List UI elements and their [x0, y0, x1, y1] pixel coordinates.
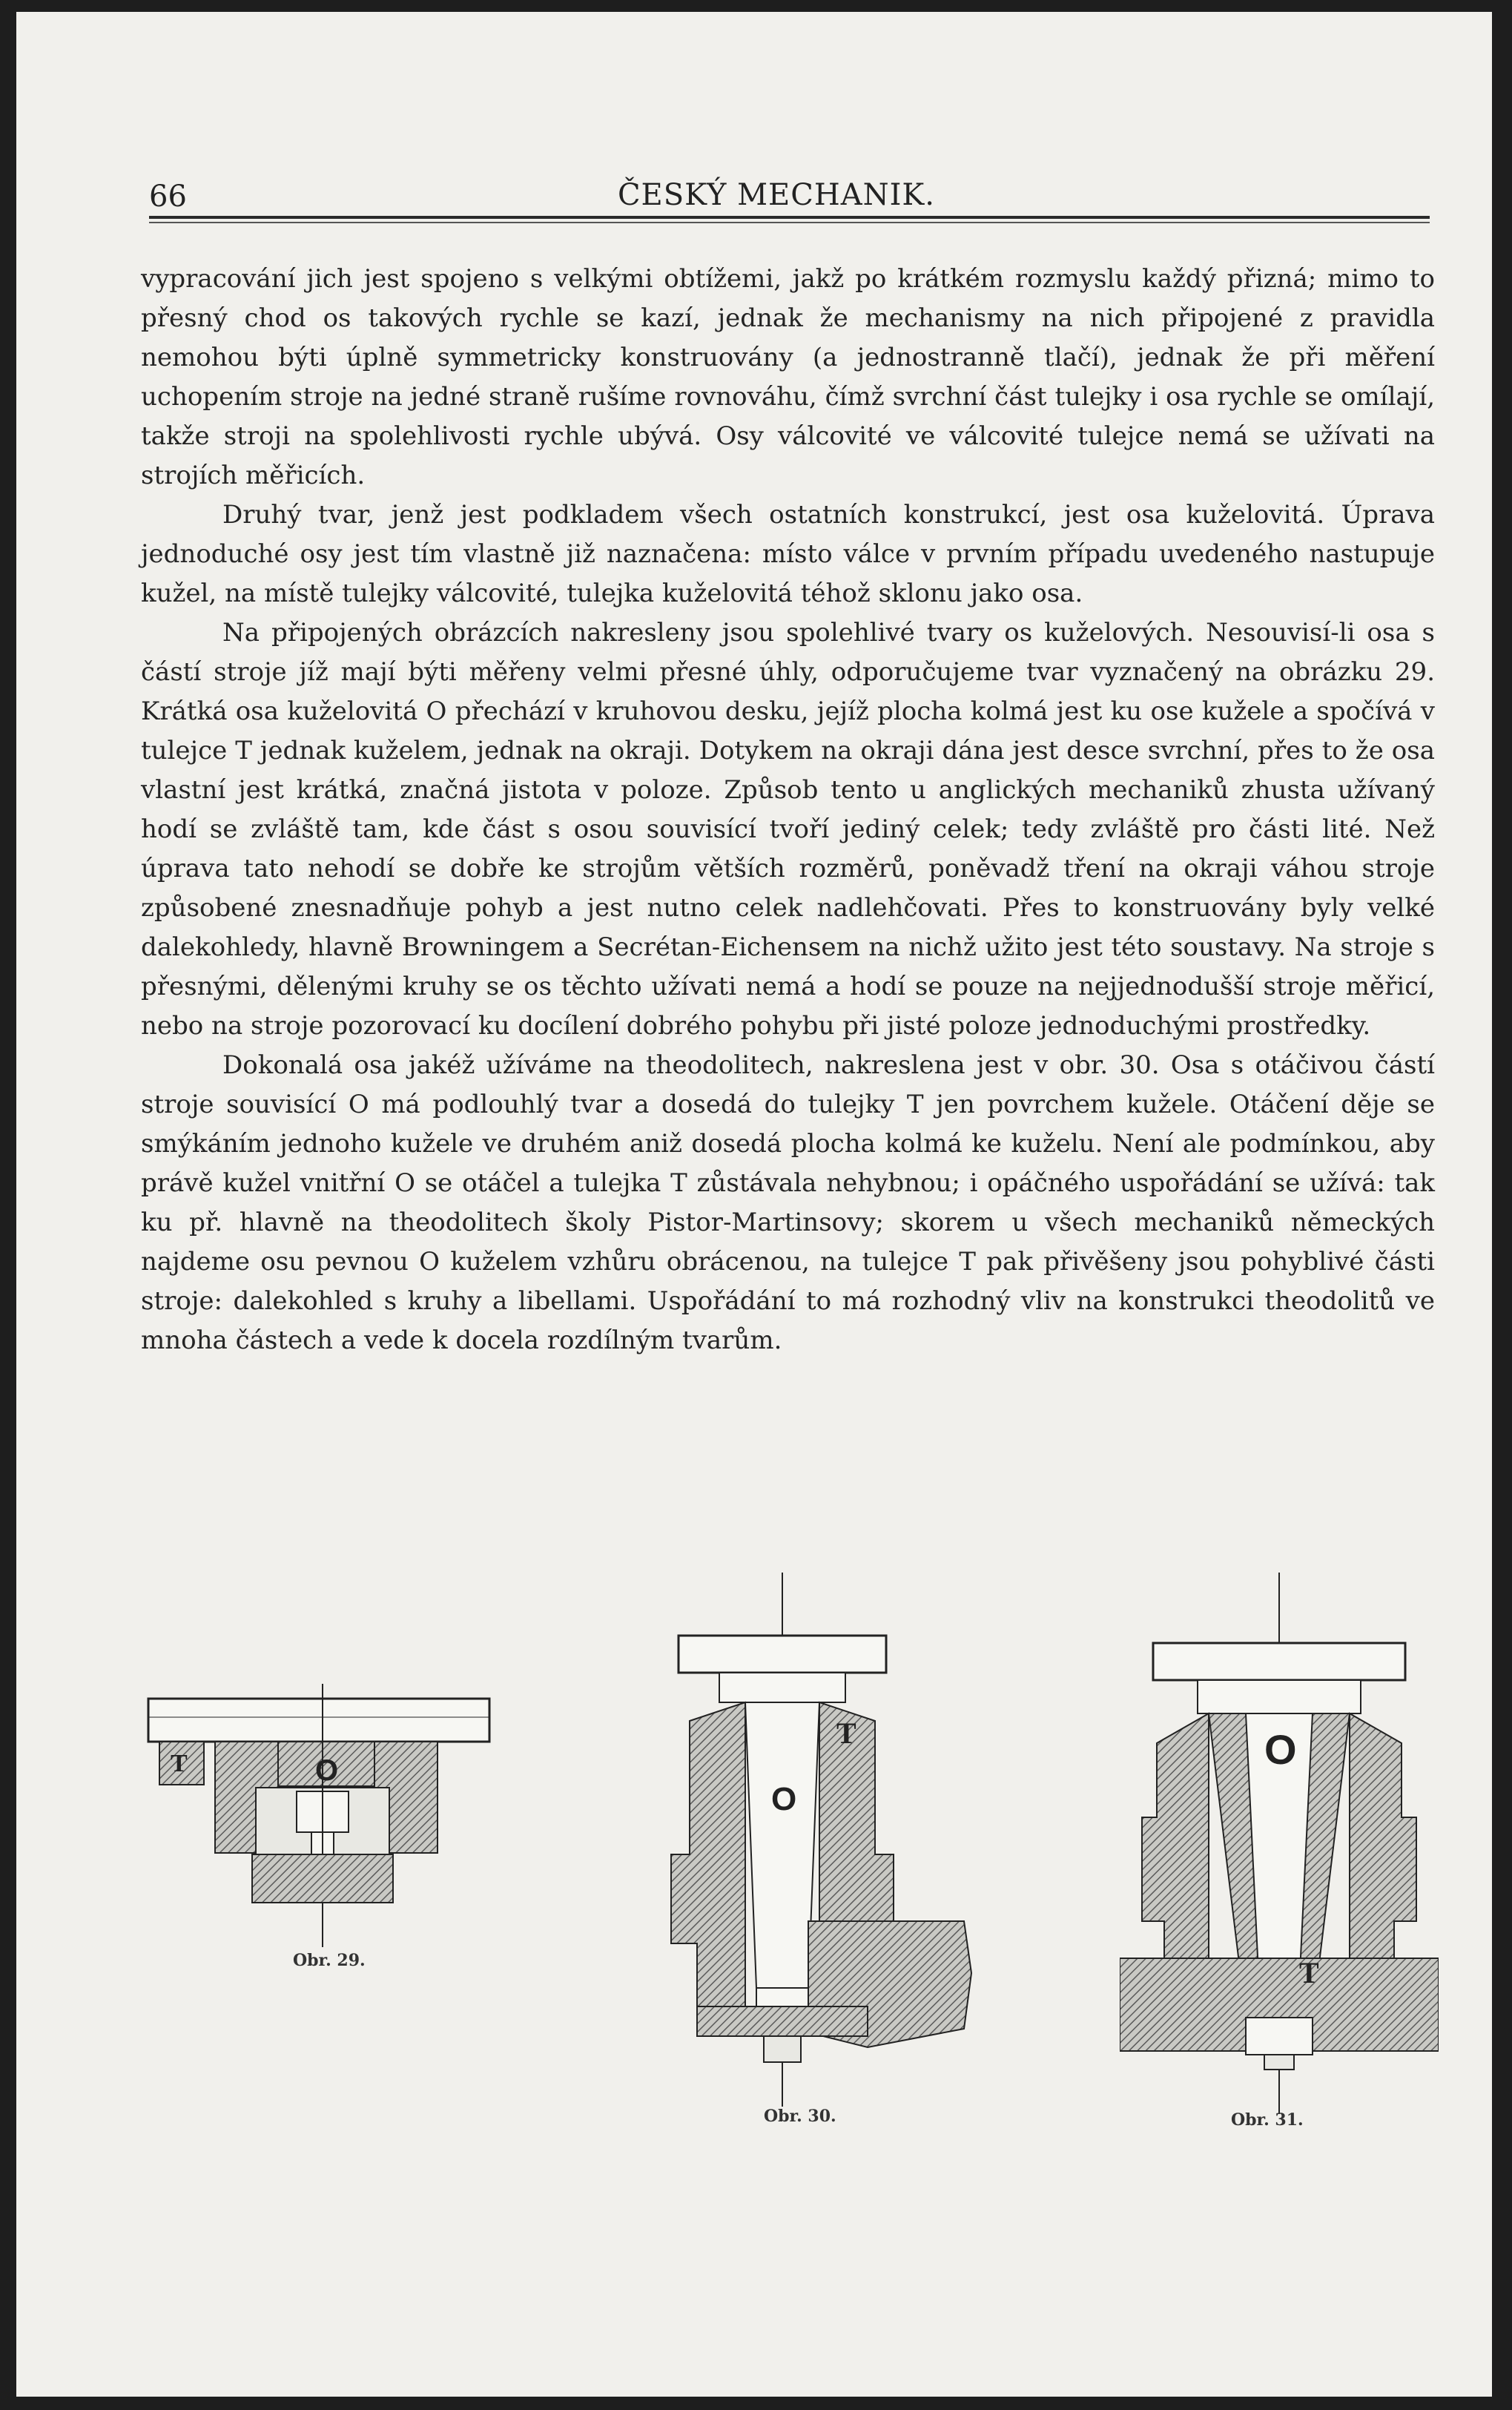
fig30-label-o: O [771, 1781, 797, 1817]
figure-30 [653, 1573, 986, 2136]
figure-30-drawing [653, 1573, 986, 2107]
figure-30-caption: Obr. 30. [764, 2107, 836, 2126]
fig30-label-t: T [836, 1716, 856, 1750]
page-number: 66 [149, 180, 187, 214]
paragraph-4: Dokonalá osa jakéž užíváme na theodolitech, nakreslena jest v obr. 30. Osa s otáčivou částí stroje souvisící O má podlouhlý tvar a dosedá do tulejky T jen povrchem kužele. Otáčení děje se smýkáním jednoho kužele ve druhém aniž dosedá plocha kolmá ke kuželu. Není ale podmínkou, aby právě kužel vnitřní O se otáčel a tulejka T zůstávala nehybnou; i opáčného uspořádání se užívá: tak ku př. hlavně na theodolitech školy Pistor-Martinsovy; skorem u všech mechaniků německých najdeme osu pevnou O kuželem vzhůru obrácenou, na tulejce T pak přivěšeny jsou pohyblivé části stroje: dalekohled s kruhy a libellami. Uspořádání to má rozhodný vliv na konstrukci theodolitů ve mnoha částech a vede k docela rozdílným tvarům. [141, 1050, 1435, 1355]
figure-31 [1120, 1573, 1439, 2136]
header-rule-thin [149, 222, 1430, 223]
paragraph-3: Na připojených obrázcích nakresleny jsou spolehlivé tvary os kuželových. Nesouvisí-li osa s částí stroje jíž mají býti měřeny velmi přesné úhly, odporučujeme tvar vyznačený na obrázku 29. Krátká osa kuželovitá O přechází v kruhovou desku, jejíž plocha kolmá jest ku ose kužele a spočívá v tulejce T jednak kuželem, jednak na okraji. Dotykem na okraji dána jest desce svrchní, přes to že osa vlastní jest krátká, značná jistota v poloze. Způsob tento u anglických mechaniků zhusta užívaný hodí se zvláště tam, kde část s osou souvisící tvoří jediný celek; tedy zvláště pro části lité. Než úprava tato nehodí se dobře ke strojům větších rozměrů, poněvadž tření na okraji váhou stroje způsobené znesnadňuje pohyb a jest nutno celek nadlehčovati. Přes to konstruovány byly velké dalekohledy, hlavně Browningem a Secrétan-Eichensem na nichž užito jest této soustavy. Na stroje s přesnými, dělenými kruhy se os těchto užívati nemá a hodí se pouze na nejjednodušší stroje měřicí, nebo na stroje pozorovací ku docílení dobrého pohybu při jisté poloze jednoduchými prostředky. [141, 618, 1435, 1041]
figure-29 [145, 1684, 530, 1981]
paragraph-1: vypracování jich jest spojeno s velkými obtížemi, jakž po krátkém rozmyslu každý přizná; mimo to přesný chod os takových rychle se kazí, jednak že mechanismy na nich připojené z pravidla nemohou býti úplně symmetricky konstruovány (a jednostranně tlačí), jednak že při měření uchopením stroje na jedné straně rušíme rovnováhu, čímž svrchní část tulejky i osa rychle se omílají, takže stroji na spolehlivosti rychle ubývá. Osy válcovité ve válcovité tulejce nemá se užívati na strojích měřicích. [141, 264, 1435, 490]
fig31-label-t: T [1299, 1956, 1319, 1989]
figure-31-drawing [1120, 1573, 1439, 2114]
figure-29-drawing [145, 1684, 530, 1951]
figure-29-caption: Obr. 29. [293, 1951, 366, 1970]
paragraph-2: Druhý tvar, jenž jest podkladem všech ostatních konstrukcí, jest osa kuželovitá. Úprava jednoduché osy jest tím vlastně již naznačena: místo válce v prvním případu uvedeného nastupuje kužel, na místě tulejky válcovité, tulejka kuželovitá téhož sklonu jako osa. [141, 500, 1435, 608]
fig29-label-t: T [171, 1750, 188, 1777]
fig31-label-o: O [1264, 1726, 1297, 1773]
fig29-label-o: O [315, 1754, 339, 1787]
body-text [141, 260, 1435, 1360]
figure-31-caption: Obr. 31. [1231, 2110, 1304, 2130]
page-header [124, 168, 1429, 212]
running-title: ČESKÝ MECHANIK. [617, 178, 936, 212]
header-rule [149, 216, 1430, 219]
